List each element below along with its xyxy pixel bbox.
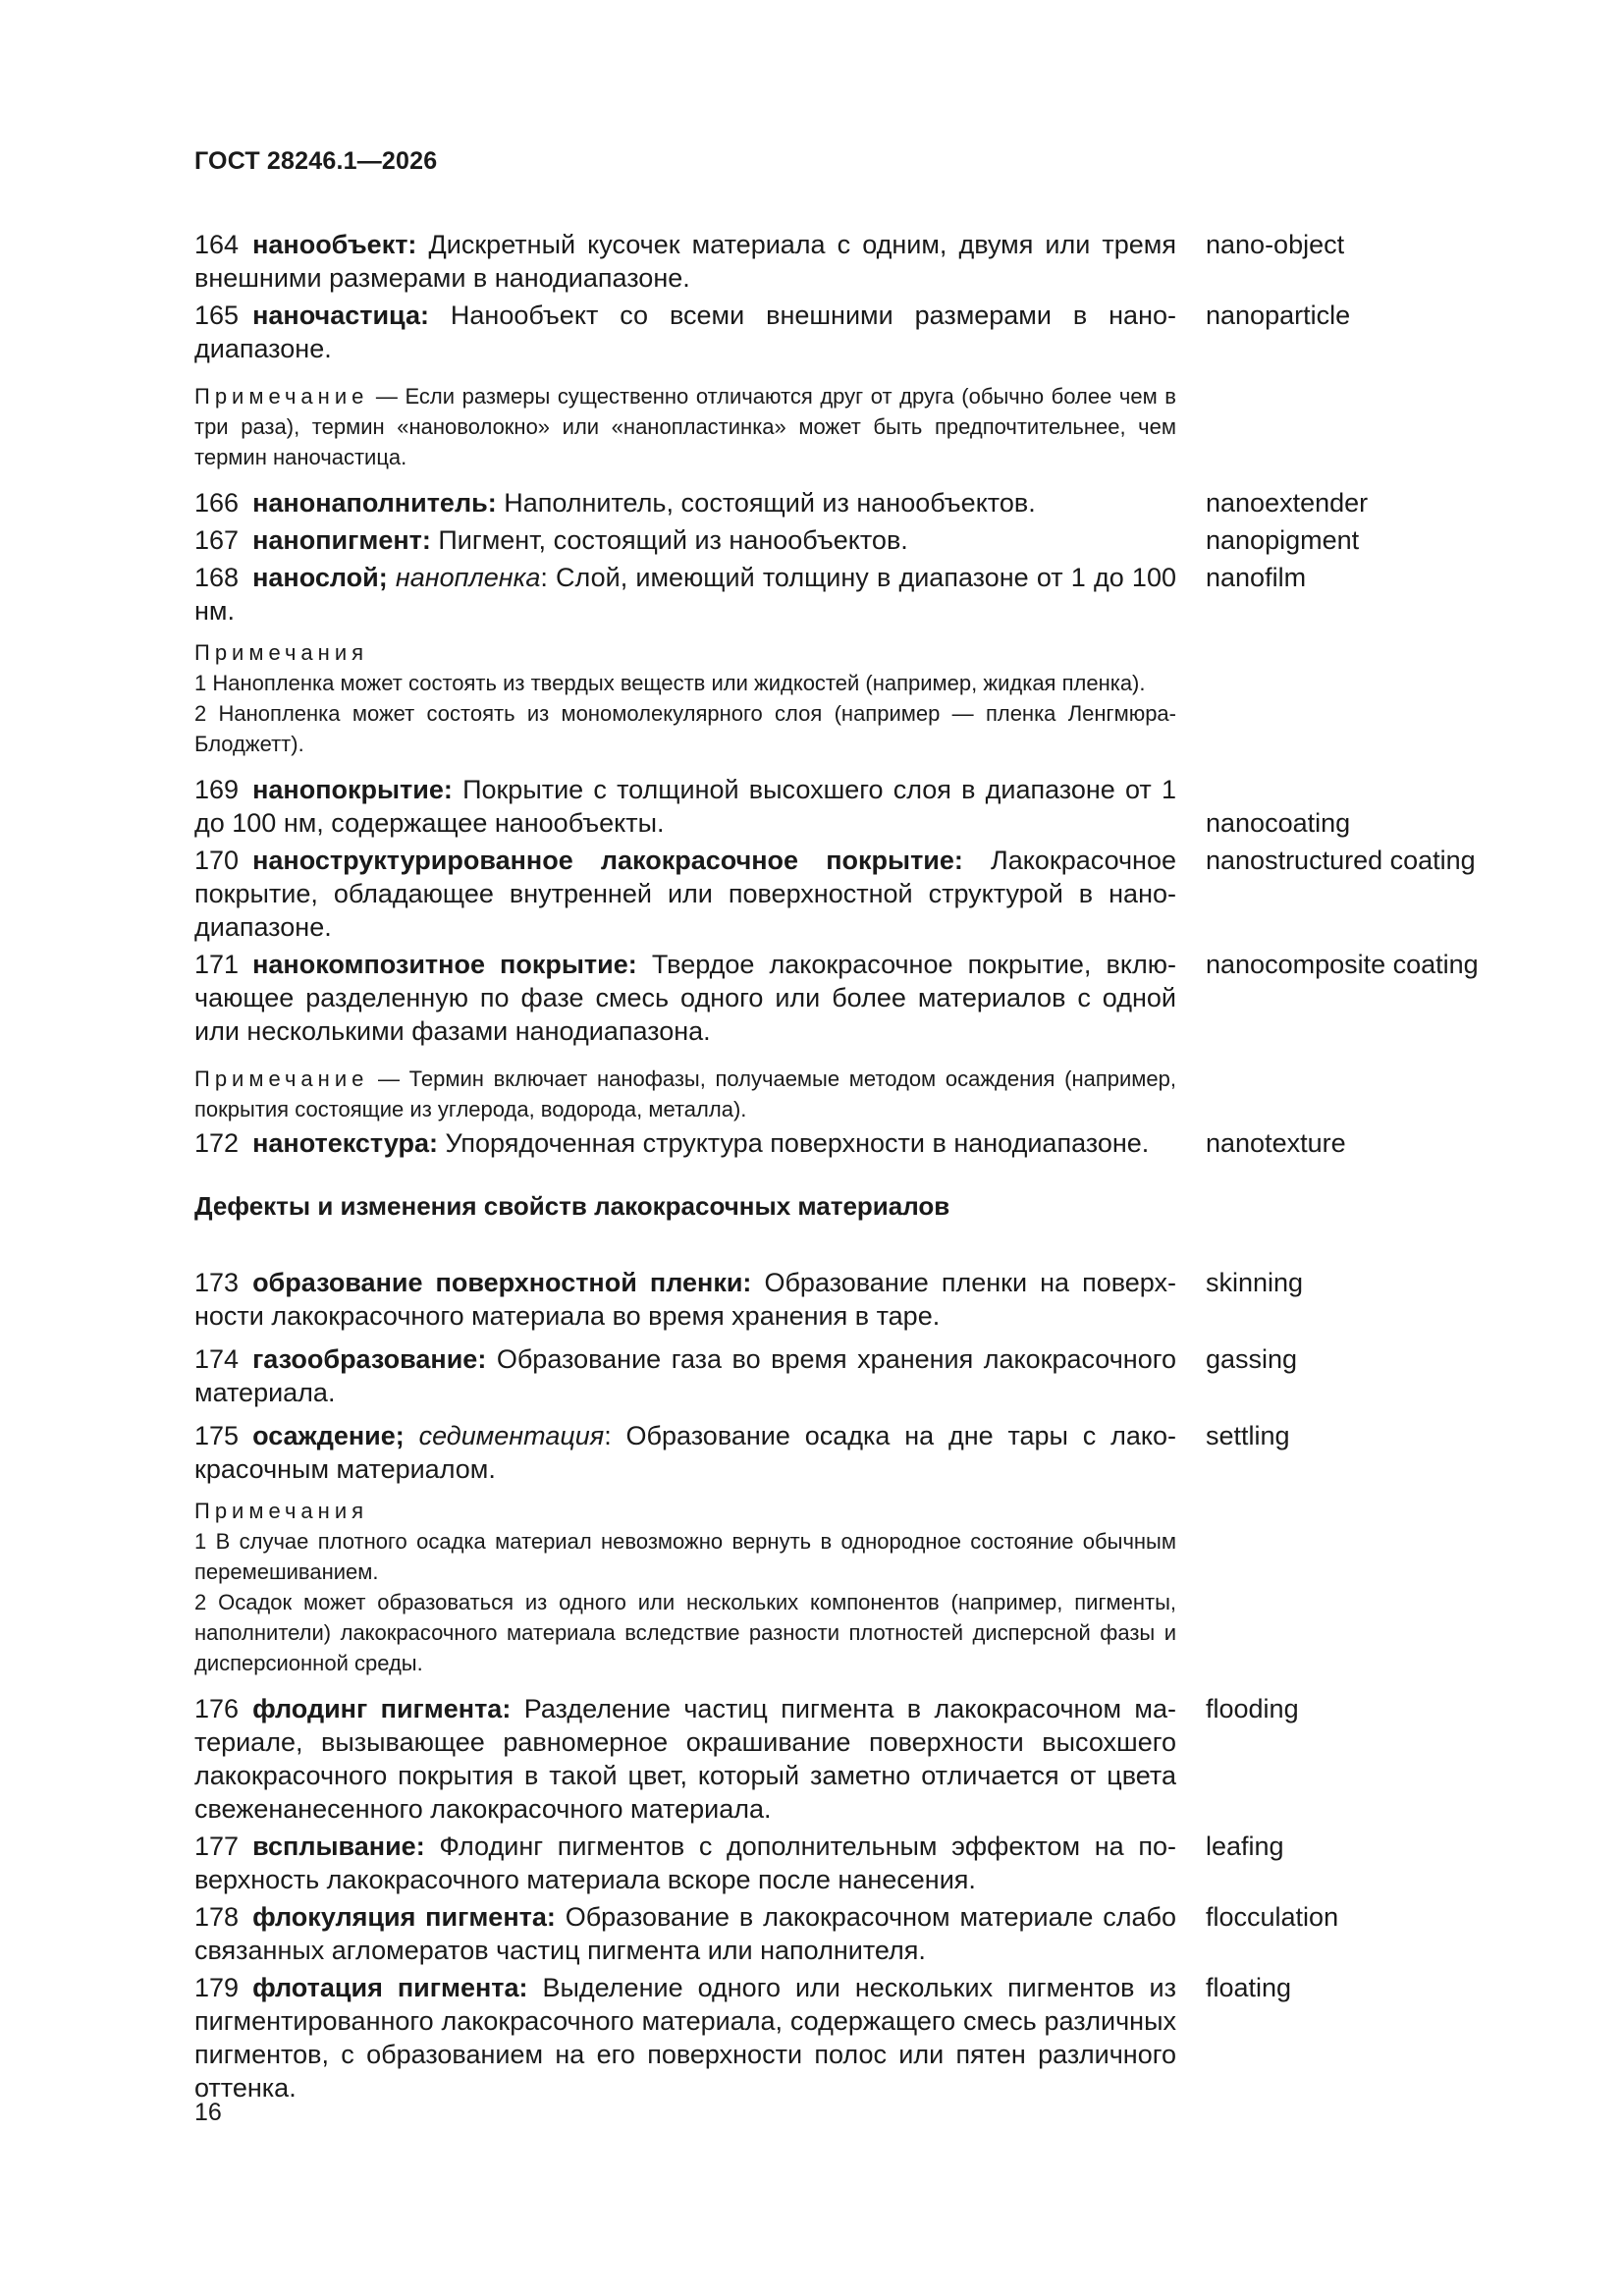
term-english-167: nanopigment <box>1206 525 1360 555</box>
term-number: 166 <box>194 488 240 518</box>
term-def: : Образование осадка на дне тары с лакокрасочным материалом. <box>194 1421 1176 1484</box>
term-entry-164 <box>194 228 1510 295</box>
term-definition-176 <box>194 1692 1176 1826</box>
term-name: флотация пигмента: <box>252 1973 528 2002</box>
term-entry-177 <box>194 1830 1510 1896</box>
term-english-169: nanocoating <box>1206 808 1351 838</box>
term-entry-179 <box>194 1971 1510 2105</box>
term-english-165: nanoparticle <box>1206 301 1351 330</box>
term-english-166: nanoextender <box>1206 488 1369 518</box>
note-168 <box>194 637 1176 759</box>
term-english-170: nanostructured coating <box>1206 846 1476 875</box>
terms-list <box>194 228 1510 2105</box>
term-english-175: settling <box>1206 1421 1290 1450</box>
term-def: Пигмент, состоящий из нанообъектов. <box>430 525 908 555</box>
term-name: образование поверхностной пленки: <box>252 1268 752 1297</box>
term-name: нанообъект: <box>252 230 417 259</box>
note-175 <box>194 1496 1176 1678</box>
document-code: ГОСТ 28246.1—2026 <box>194 147 438 175</box>
note-item: 2 Осадок может образоваться из одного или нескольких компонентов (например, пигменты, наполнители) лакокрасочного материала вследствие разности плотностей дисперсной фазы и дисперсионной среды. <box>194 1590 1176 1675</box>
term-entry-174 <box>194 1342 1510 1409</box>
term-def: Образование в лакокрасочном материале слабо связанных агломератов частиц пигмента или наполнителя. <box>194 1902 1176 1965</box>
term-english-171: nanocomposite coating <box>1206 950 1479 979</box>
term-synonym: седиментация <box>418 1421 605 1450</box>
term-number: 168 <box>194 563 240 592</box>
term-name: нанонаполнитель: <box>252 488 497 518</box>
term-name: флодинг пигмента: <box>252 1694 512 1723</box>
term-number: 176 <box>194 1694 240 1723</box>
term-name: газообразование: <box>252 1344 487 1374</box>
term-def: Флодинг пигментов с дополнительным эффектом на поверхность лакокрасочного материала вскоре после нанесения. <box>194 1831 1176 1894</box>
term-number: 174 <box>194 1344 240 1374</box>
term-name: нанотекстура: <box>252 1128 438 1158</box>
term-definition-175 <box>194 1419 1176 1486</box>
term-number: 172 <box>194 1128 240 1158</box>
term-definition-168 <box>194 561 1176 628</box>
term-english-173: skinning <box>1206 1268 1304 1297</box>
term-def: Твердое лакокрасочное покрытие, включающее разделенную по фазе смесь одного или более материалов с одной или несколькими фазами нанодиапазона. <box>194 950 1177 1046</box>
section-title: Дефекты и изменения свойств лакокрасочных материалов <box>194 1191 950 1221</box>
term-name: осаждение; <box>252 1421 405 1450</box>
term-english-164: nano-object <box>1206 230 1345 259</box>
term-definition-178 <box>194 1900 1176 1967</box>
note-text: — Если размеры существенно отличаются друг от друга (обычно более чем в три раза), термин «нановолокно» или «нанопластинка» может быть предпочтительнее, чем термин наночастица. <box>194 384 1176 469</box>
term-name: наночастица: <box>252 301 429 330</box>
term-name: нанопокрытие: <box>252 775 453 804</box>
term-def: Дискретный кусочек материала с одним, двумя или тремя внешними размерами в нанодиапазоне. <box>194 230 1176 293</box>
term-def: Покрытие с толщиной высохшего слоя в диапазоне от 1 до 100 нм, содержащее нанообъекты. <box>194 775 1176 838</box>
term-entry-172 <box>194 1126 1510 1160</box>
term-name: наноструктурированное лакокрасочное покрытие: <box>252 846 963 875</box>
term-entry-166 <box>194 486 1510 519</box>
term-number: 179 <box>194 1973 240 2002</box>
term-name: нанослой; <box>252 563 388 592</box>
note-item: 2 Нанопленка может состоять из мономолекулярного слоя (например — пленка Ленгмюра-Блоджетт). <box>194 701 1176 756</box>
note-label: Примечание <box>194 384 369 409</box>
term-def: Наполнитель, состоящий из нанообъектов. <box>496 488 1036 518</box>
term-def: Образование газа во время хранения лакокрасочного материала. <box>194 1344 1176 1407</box>
term-def: : Слой, имеющий толщину в диапазоне от 1 до 100 нм. <box>194 563 1176 626</box>
note-text: — Термин включает нанофазы, получаемые методом осаждения (например, покрытия состоящие из углерода, водорода, металла). <box>194 1066 1176 1121</box>
term-english-172: nanotexture <box>1206 1128 1346 1158</box>
term-entry-171 <box>194 948 1510 1048</box>
term-english-178: flocculation <box>1206 1902 1339 1932</box>
term-definition-169 <box>194 773 1176 840</box>
term-definition-167 <box>194 523 1176 557</box>
term-synonym: нанопленка <box>395 563 541 592</box>
term-def: Лакокрасочное покрытие, обладающее внутренней или поверхностной структурой в нанодиапазоне. <box>194 846 1176 942</box>
term-definition-164 <box>194 228 1176 295</box>
term-entry-170 <box>194 844 1510 944</box>
term-def: Разделение частиц пигмента в лакокрасочном материале, вызывающее равномерное окрашивание поверхности высохшего лакокрасочного покрытия в такой цвет, который заметно отличается от цвета свеженанесенного лакокрасочного материала. <box>194 1694 1176 1824</box>
term-def: Нанообъект со всеми внешними размерами в нанодиапазоне. <box>194 301 1176 363</box>
term-definition-179 <box>194 1971 1176 2105</box>
term-number: 173 <box>194 1268 240 1297</box>
page-number: 16 <box>194 2099 222 2126</box>
term-definition-173 <box>194 1266 1176 1333</box>
term-def: Образование пленки на поверхности лакокрасочного материала во время хранения в таре. <box>194 1268 1176 1331</box>
term-definition-172 <box>194 1126 1176 1160</box>
note-171 <box>194 1064 1176 1124</box>
term-entry-175 <box>194 1419 1510 1486</box>
term-definition-174 <box>194 1342 1176 1409</box>
note-165 <box>194 381 1176 472</box>
term-definition-170 <box>194 844 1176 944</box>
term-definition-177 <box>194 1830 1176 1896</box>
term-name: нанокомпозитное покрытие: <box>252 950 637 979</box>
term-name: нанопигмент: <box>252 525 431 555</box>
term-number: 164 <box>194 230 240 259</box>
term-entry-165 <box>194 299 1510 365</box>
term-def: Упорядоченная структура поверхности в нанодиапазоне. <box>437 1128 1150 1158</box>
term-number: 167 <box>194 525 240 555</box>
note-label: Примечание <box>194 1066 369 1091</box>
term-definition-165 <box>194 299 1176 365</box>
term-number: 178 <box>194 1902 240 1932</box>
term-name: всплывание: <box>252 1831 425 1861</box>
note-item: 1 В случае плотного осадка материал невозможно вернуть в однородное состояние обычным перемешиванием. <box>194 1529 1176 1584</box>
term-english-177: leafing <box>1206 1831 1284 1861</box>
note-item: 1 Нанопленка может состоять из твердых веществ или жидкостей (например, жидкая пленка). <box>194 671 1146 695</box>
note-label: Примечания <box>194 1499 369 1523</box>
term-entry-168 <box>194 561 1510 628</box>
term-number: 175 <box>194 1421 240 1450</box>
term-definition-171 <box>194 948 1176 1048</box>
term-number: 169 <box>194 775 240 804</box>
term-english-179: floating <box>1206 1973 1292 2002</box>
term-english-174: gassing <box>1206 1344 1298 1374</box>
term-number: 171 <box>194 950 240 979</box>
term-english-168: nanofilm <box>1206 563 1307 592</box>
note-label: Примечания <box>194 640 369 665</box>
term-def: Выделение одного или нескольких пигментов из пигментированного лакокрасочного материала, содержащего смесь различных пигментов, с образованием на его поверхности полос или пятен различного оттенка. <box>194 1973 1176 2103</box>
term-entry-178 <box>194 1900 1510 1967</box>
term-entry-169 <box>194 773 1510 840</box>
term-entry-176 <box>194 1692 1510 1826</box>
term-name: флокуляция пигмента: <box>252 1902 556 1932</box>
term-definition-166 <box>194 486 1176 519</box>
term-number: 170 <box>194 846 240 875</box>
term-number: 177 <box>194 1831 240 1861</box>
term-entry-173 <box>194 1266 1510 1333</box>
term-english-176: flooding <box>1206 1694 1299 1723</box>
term-entry-167 <box>194 523 1510 557</box>
term-number: 165 <box>194 301 240 330</box>
